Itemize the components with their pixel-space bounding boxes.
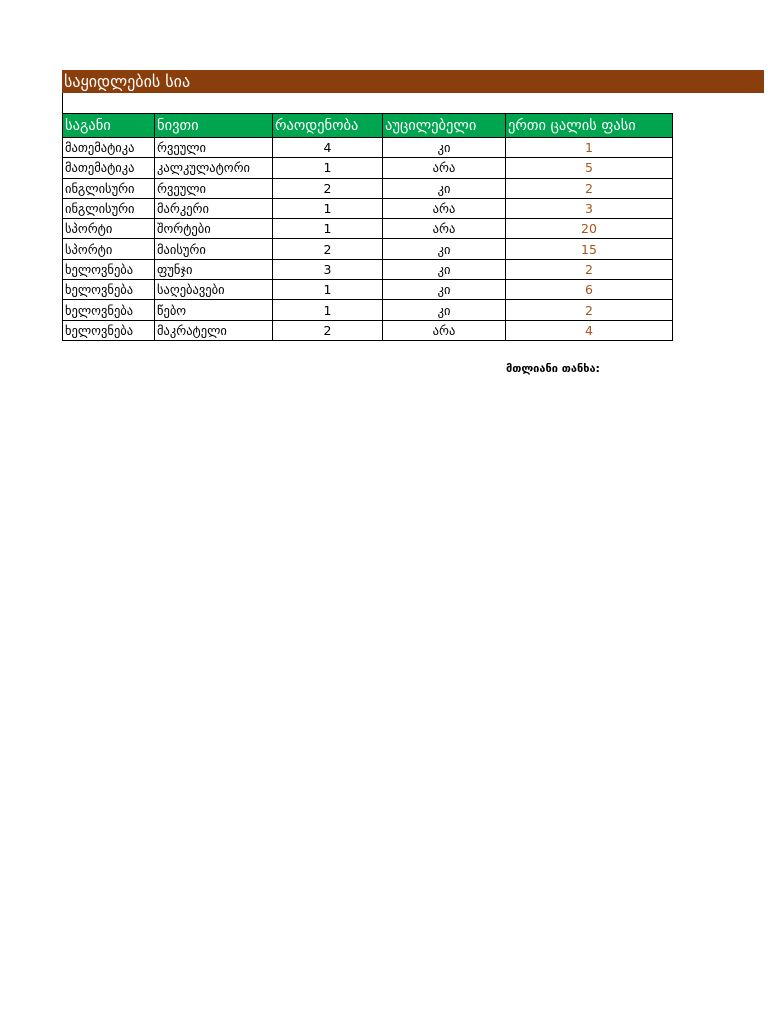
table-row <box>63 259 673 279</box>
cell-unit-price[interactable]: 3 <box>506 198 673 218</box>
cell-quantity[interactable]: 1 <box>273 300 383 320</box>
table-row <box>63 219 673 239</box>
cell-subject[interactable]: ინგლისური <box>63 198 155 218</box>
table-row <box>63 178 673 198</box>
cell-unit-price[interactable]: 15 <box>506 239 673 259</box>
cell-quantity[interactable]: 1 <box>273 158 383 178</box>
cell-required[interactable]: არა <box>383 320 506 340</box>
cell-required[interactable]: არა <box>383 198 506 218</box>
cell-quantity[interactable]: 2 <box>273 178 383 198</box>
cell-subject[interactable]: ინგლისური <box>63 178 155 198</box>
cell-required[interactable]: კი <box>383 280 506 300</box>
cell-required[interactable]: არა <box>383 219 506 239</box>
cell-unit-price[interactable]: 4 <box>506 320 673 340</box>
sheet-title: საყიდლების სია <box>62 70 764 93</box>
cell-item[interactable]: მაკრატელი <box>155 320 273 340</box>
table-row <box>63 158 673 178</box>
cell-quantity[interactable]: 1 <box>273 280 383 300</box>
cell-required[interactable]: კი <box>383 138 506 158</box>
cell-item[interactable]: რვეული <box>155 138 273 158</box>
cell-quantity[interactable]: 3 <box>273 259 383 279</box>
empty-row-border <box>62 93 63 113</box>
cell-unit-price[interactable]: 6 <box>506 280 673 300</box>
cell-item[interactable]: კალკულატორი <box>155 158 273 178</box>
cell-subject[interactable]: მათემატიკა <box>63 138 155 158</box>
cell-item[interactable]: შორტები <box>155 219 273 239</box>
column-header-subject[interactable]: საგანი <box>63 114 155 138</box>
cell-unit-price[interactable]: 2 <box>506 178 673 198</box>
cell-subject[interactable]: მათემატიკა <box>63 158 155 178</box>
cell-required[interactable]: კი <box>383 300 506 320</box>
table-row <box>63 320 673 340</box>
cell-required[interactable]: კი <box>383 239 506 259</box>
cell-item[interactable]: მაისური <box>155 239 273 259</box>
cell-required[interactable]: კი <box>383 178 506 198</box>
column-header-item[interactable]: ნივთი <box>155 114 273 138</box>
table-row <box>63 300 673 320</box>
table-row <box>63 138 673 158</box>
cell-required[interactable]: არა <box>383 158 506 178</box>
shopping-list-table <box>62 113 673 341</box>
cell-unit-price[interactable]: 2 <box>506 300 673 320</box>
table-row <box>63 198 673 218</box>
cell-item[interactable]: წებო <box>155 300 273 320</box>
cell-item[interactable]: რვეული <box>155 178 273 198</box>
cell-quantity[interactable]: 1 <box>273 219 383 239</box>
cell-required[interactable]: კი <box>383 259 506 279</box>
table-row <box>63 280 673 300</box>
cell-subject[interactable]: სპორტი <box>63 239 155 259</box>
cell-subject[interactable]: ხელოვნება <box>63 280 155 300</box>
cell-unit-price[interactable]: 20 <box>506 219 673 239</box>
cell-subject[interactable]: სპორტი <box>63 219 155 239</box>
cell-quantity[interactable]: 4 <box>273 138 383 158</box>
column-header-unit-price[interactable]: ერთი ცალის ფასი <box>506 114 673 138</box>
column-header-required[interactable]: აუცილებელი <box>383 114 506 138</box>
table-row <box>63 239 673 259</box>
cell-unit-price[interactable]: 2 <box>506 259 673 279</box>
cell-item[interactable]: საღებავები <box>155 280 273 300</box>
cell-quantity[interactable]: 1 <box>273 198 383 218</box>
total-amount-label: მთლიანი თანხა: <box>506 362 600 375</box>
cell-unit-price[interactable]: 1 <box>506 138 673 158</box>
header-row <box>63 114 673 138</box>
cell-quantity[interactable]: 2 <box>273 320 383 340</box>
cell-subject[interactable]: ხელოვნება <box>63 259 155 279</box>
cell-item[interactable]: მარკერი <box>155 198 273 218</box>
cell-unit-price[interactable]: 5 <box>506 158 673 178</box>
cell-quantity[interactable]: 2 <box>273 239 383 259</box>
cell-subject[interactable]: ხელოვნება <box>63 300 155 320</box>
cell-item[interactable]: ფუნჯი <box>155 259 273 279</box>
column-header-quantity[interactable]: რაოდენობა <box>273 114 383 138</box>
cell-subject[interactable]: ხელოვნება <box>63 320 155 340</box>
